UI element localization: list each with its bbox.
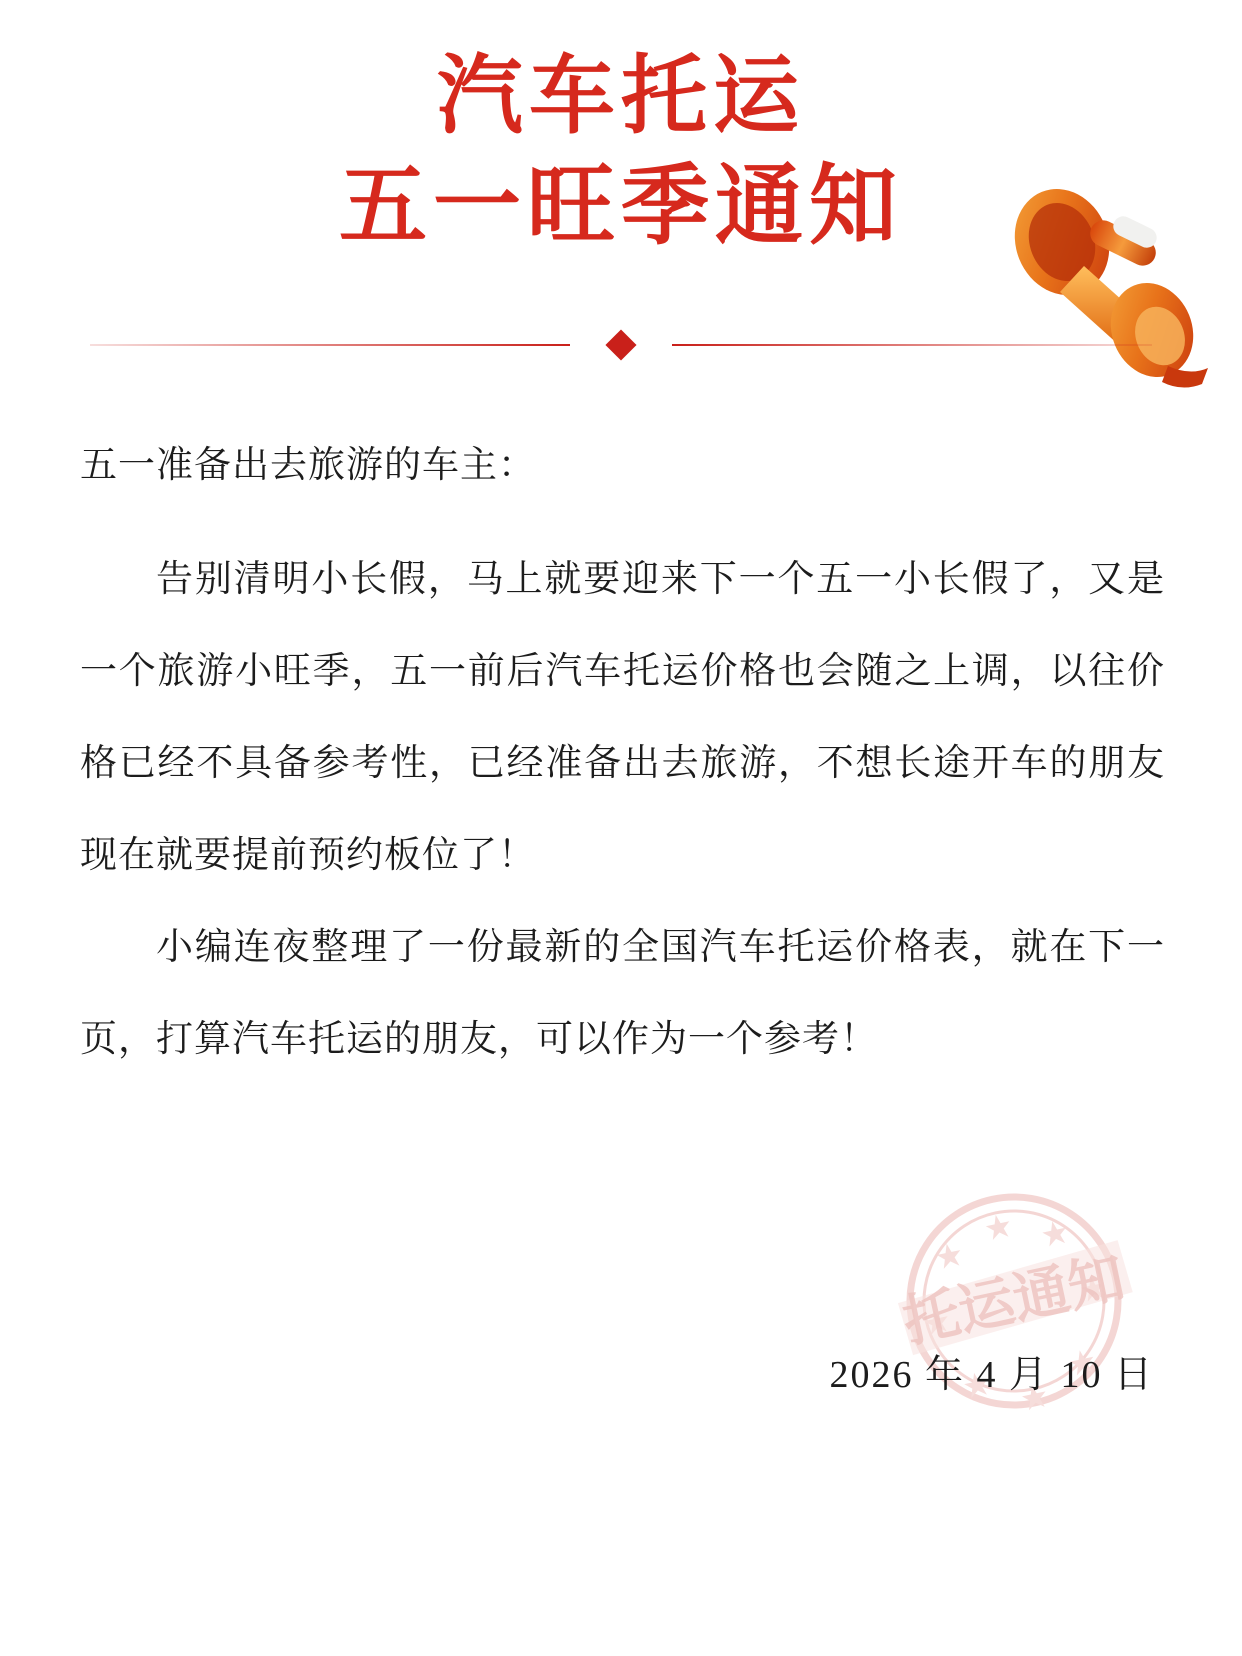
title-line-1: 汽车托运: [437, 48, 805, 144]
divider-rule-right: [672, 344, 1152, 346]
body-text: [80, 420, 1165, 1086]
divider-diamond: [605, 329, 636, 360]
salutation: 五一准备出去旅游的车主：: [80, 445, 536, 486]
paragraph-2: 小编连夜整理了一份最新的全国汽车托运价格表，就在下一页，打算汽车托运的朋友，可以作为一个参考！: [80, 927, 1165, 1060]
date-text: 2026 年 4 月 10 日: [829, 1354, 1154, 1396]
seal-stamp-icon: [864, 1151, 1164, 1451]
stamp-text: 托运通知: [898, 1247, 1130, 1355]
diamond-divider-icon: [90, 330, 1152, 360]
paragraph-1: 告别清明小长假，马上就要迎来下一个五一小长假了，又是一个旅游小旺季，五一前后汽车托运价格也会随之上调，以往价格已经不具备参考性，已经准备出去旅游，不想长途开车的朋友现在就要提前预约板位了！: [80, 559, 1165, 876]
title-line-2: 五一旺季通知: [338, 159, 903, 256]
divider-rule-left: [90, 344, 570, 346]
